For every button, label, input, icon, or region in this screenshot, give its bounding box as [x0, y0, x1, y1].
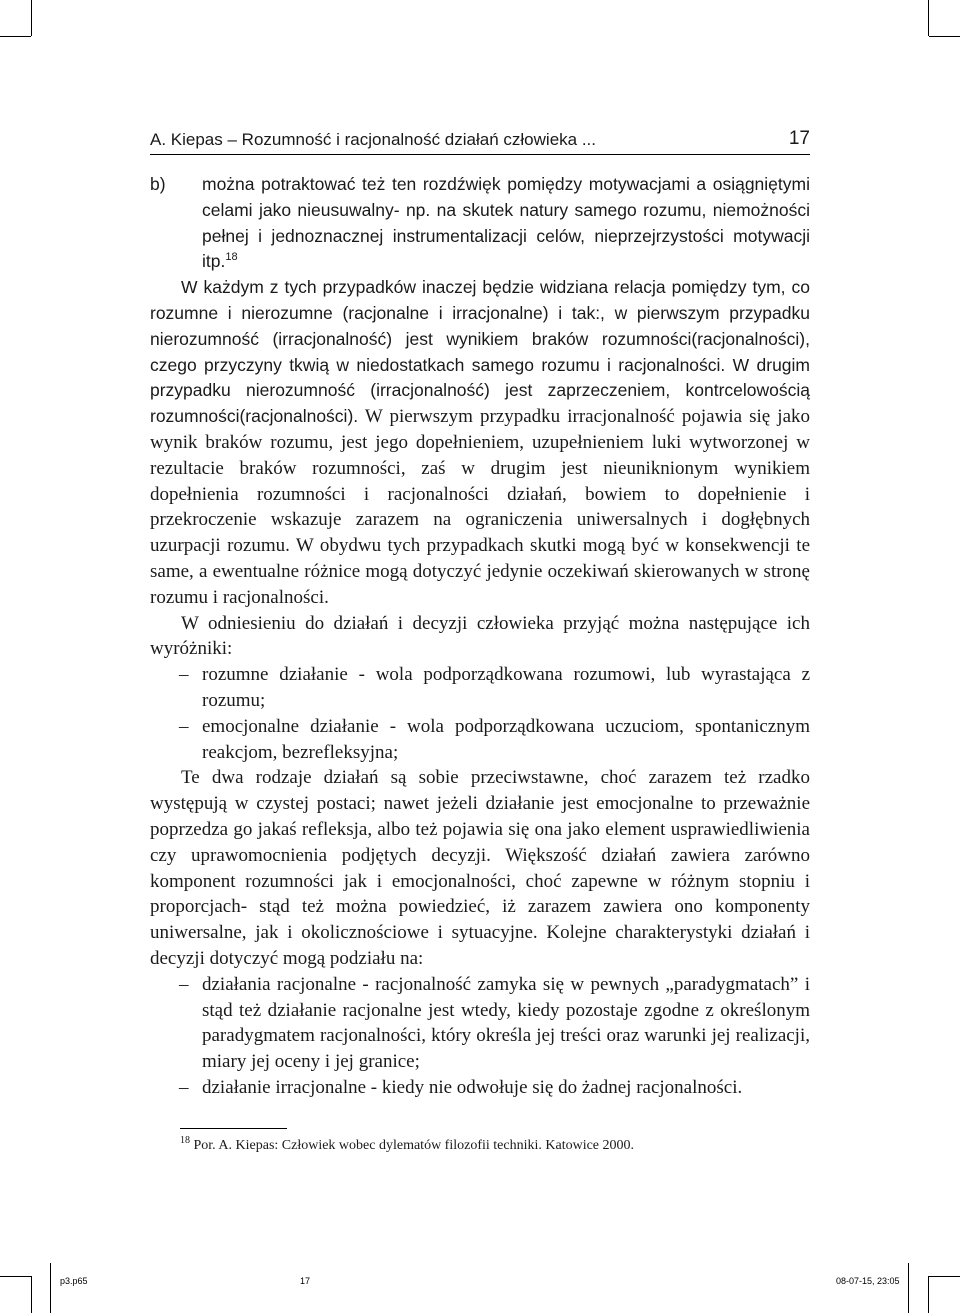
dash-bullet: – — [179, 664, 189, 686]
paragraph: Te dwa rodzaje działań są sobie przeciwstawne, choć zarazem też rzadko występują w czystej postaci; nawet jeżeli działanie jest emocjonalne to przeważnie poprzedza go jakaś refleksja, albo też pojawia się ona jako element usprawiedliwienia czy uprawomocnienia podjętych decyzji. Większość działań zawiera zarówno komponent rozumności jak i emocjonalności, choć zapewne w różnym stopniu i proporcjach- stąd też można powiedzieć, iż zarazem zawiera ono komponenty uniwersalne, jak i okolicznościowe i sytuacyjne. Kolejne charakterystyki działań i decyzji dotyczyć mogą podziału na: — [150, 767, 810, 969]
crop-mark — [50, 1263, 51, 1313]
crop-mark — [928, 1276, 929, 1313]
crop-mark — [31, 1276, 32, 1313]
header-rule — [150, 154, 810, 155]
running-title: A. Kiepas – Rozumność i racjonalność działań człowieka ... — [150, 130, 596, 149]
page-number: 17 — [788, 128, 810, 149]
dash-bullet: – — [179, 1076, 189, 1098]
dash-list — [150, 662, 810, 765]
list-item — [150, 662, 810, 714]
crop-mark — [908, 1263, 909, 1313]
crop-mark — [929, 1276, 960, 1277]
list-item — [150, 714, 810, 766]
crop-mark — [0, 1276, 31, 1277]
item-b-text: można potraktować też ten rozdźwięk pomiędzy motywacjami a osiągniętymi celami jako nieusuwalny- np. na skutek natury samego rozumu, niemożności pełnej i jednoznacznej instrumentalizacji celów, nieprzejrzystości motywacji itp. — [202, 174, 810, 272]
body-text — [150, 172, 810, 1101]
footnote-number: 18 — [180, 1135, 190, 1146]
item-label: b) — [150, 174, 166, 194]
crop-mark — [31, 0, 32, 36]
slug-page: 17 — [300, 1276, 311, 1286]
footnote-ref[interactable]: 18 — [225, 251, 238, 264]
list-item-text: działanie irracjonalne - kiedy nie odwołuje się do żadnej racjonalności. — [202, 1076, 743, 1098]
paragraph-serif-part: W pierwszym przypadku irracjonalność pojawia się jako wynik braków rozumu, jest jego dopełnieniem, uzupełnieniem luki wytworzonej w rezultacie braków rozumności, zaś w drugim jest nieuniknionym wynikiem dopełnienia rozumności i racjonalności działań, bowiem to dopełnienie i przekroczenie wskazuje zarazem na ograniczenia uniwersalnych i dogłębnych uzurpacji rozumu. W obydwu tych przypadkach skutki mogą być w konsekwencji te same, a ewentualne różnice mogą dotyczyć jedynie oczekiwań skierowanych w stronę rozumu i racjonalności. — [150, 406, 810, 608]
footnote-rule — [180, 1128, 287, 1129]
list-item-text: rozumne działanie - wola podporządkowana rozumowi, lub wyrastająca z rozumu; — [202, 664, 810, 711]
footnote-text: Por. A. Kiepas: Człowiek wobec dylematów filozofii techniki. Katowice 2000. — [193, 1138, 635, 1153]
running-header — [150, 128, 810, 154]
list-item — [150, 1075, 810, 1101]
dash-bullet: – — [179, 973, 189, 995]
footnote — [180, 1135, 800, 1154]
slug-timestamp: 08-07-15, 23:05 — [836, 1276, 900, 1286]
list-item-text: emocjonalne działanie - wola podporządkowana uczuciom, spontanicznym reakcjom, bezrefleksyjna; — [202, 715, 810, 763]
crop-mark — [929, 36, 960, 37]
dash-bullet: – — [179, 715, 189, 737]
paragraph-sans-part: W każdym z tych przypadków inaczej będzie widziana relacja pomiędzy tym, co rozumne i nierozumne (racjonalne i irracjonalne) i tak:, w pierwszym przypadku nierozumność (irracjonalność) jest wynikiem braków rozumności(racjonalności), czego przyczyny tkwią w niedostatkach samego rozumu i racjonalności. W drugim przypadku nierozumność (irracjonalność) jest zaprzeczeniem, kontrcelowością rozumności(racjonalności). — [150, 277, 810, 427]
list-item — [150, 972, 810, 1075]
paragraph — [150, 275, 810, 610]
slug-file: p3.p65 — [60, 1276, 88, 1286]
crop-mark — [0, 36, 31, 37]
list-item-b — [150, 172, 810, 275]
list-item-text: działania racjonalne - racjonalność zamyka się w pewnych „paradygmatach” i stąd też działanie racjonalne jest wtedy, kiedy pozostaje zgodne z określonym paradygmatem racjonalności, który określa jej treści oraz warunki jej realizacji, miary jej oceny i jej granice; — [202, 973, 810, 1073]
paragraph: W odniesieniu do działań i decyzji człowieka przyjąć można następujące ich wyróżniki: — [150, 612, 810, 660]
crop-mark — [928, 0, 929, 36]
dash-list — [150, 972, 810, 1101]
